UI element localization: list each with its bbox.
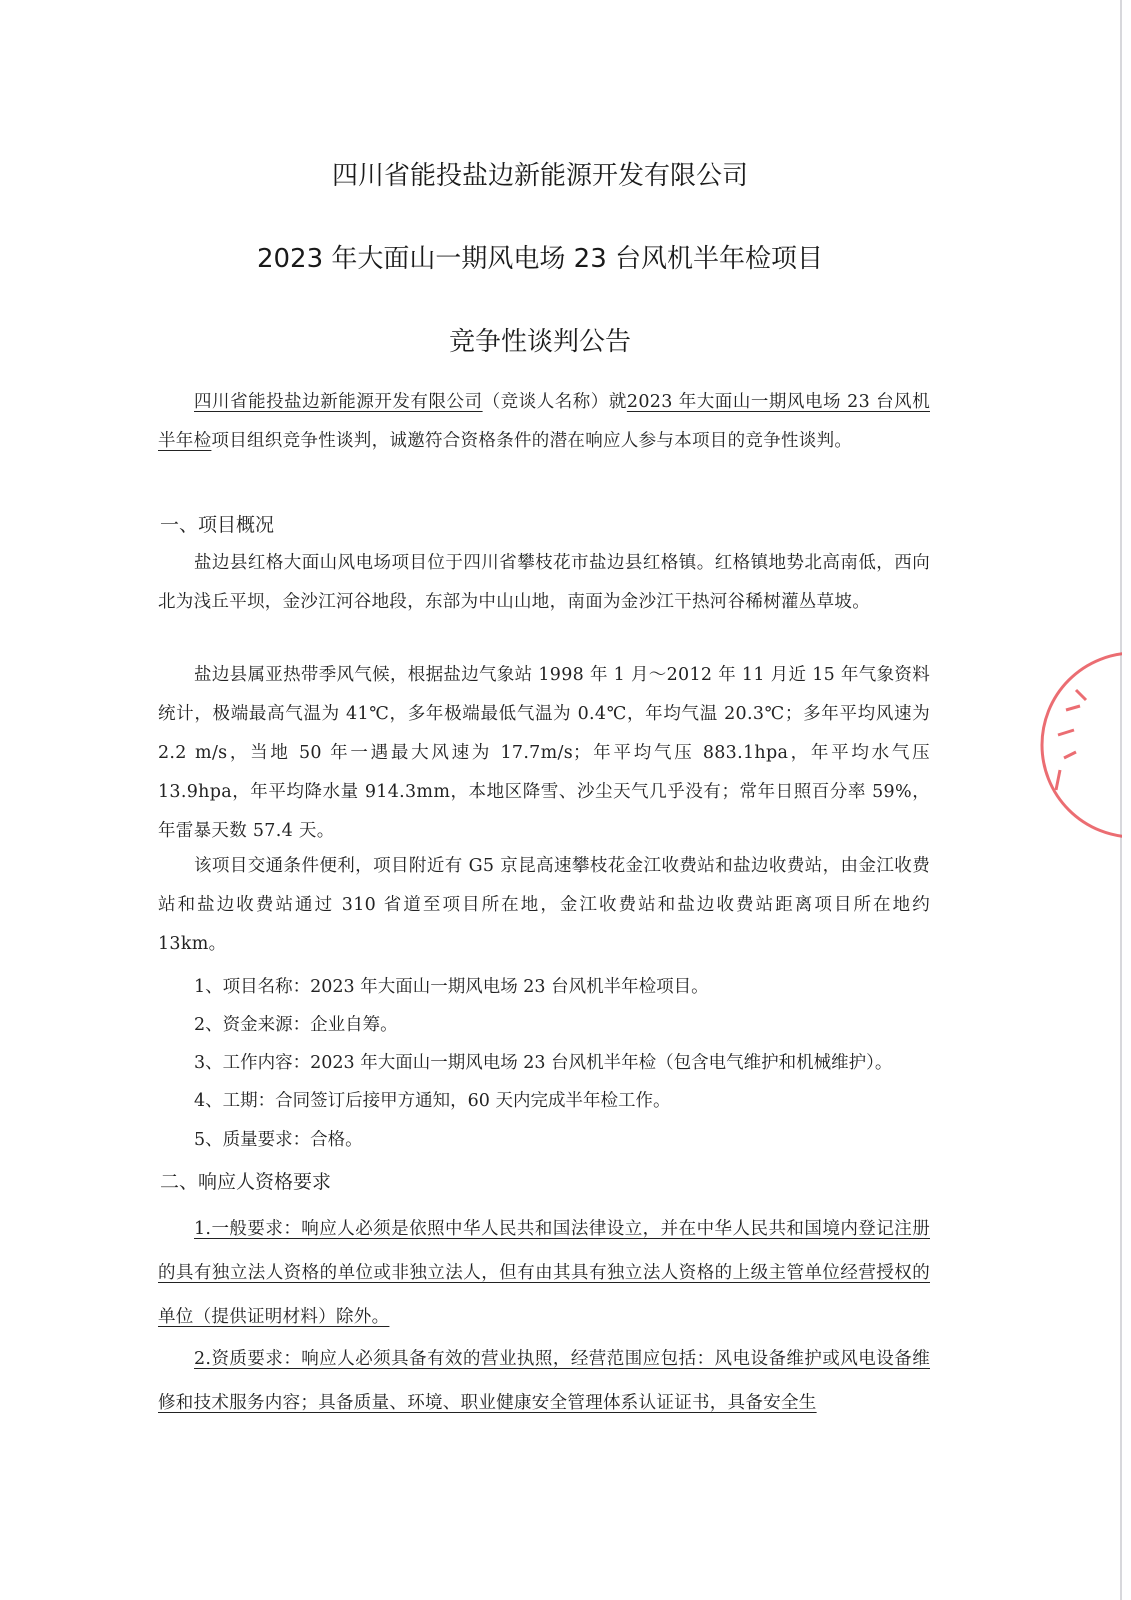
traffic-paragraph: 该项目交通条件便利，项目附近有 G5 京昆高速攀枝花金江收费站和盐边收费站，由金江收费站和盐边收费站通过 310 省道至项目所在地，金江收费站和盐边收费站距离项目所在地约 13km。 <box>158 856 930 954</box>
item-project-name: 1、项目名称：2023 年大面山一期风电场 23 台风机半年检项目。 <box>194 977 709 997</box>
item-duration: 4、工期：合同签订后接甲方通知，60 天内完成半年检工作。 <box>194 1091 671 1111</box>
notice-title: 竞争性谈判公告 <box>448 327 631 357</box>
org-name: 四川省能投盐边新能源开发有限公司 <box>194 392 483 412</box>
intro-text-rest: 项目组织竞争性谈判，诚邀符合资格条件的潜在响应人参与本项目的竞争性谈判。 <box>211 431 853 451</box>
seal-lettering <box>1056 690 1086 790</box>
item-funding: 2、资金来源：企业自筹。 <box>194 1015 398 1035</box>
climate-paragraph: 盐边县属亚热带季风气候，根据盐边气象站 1998 年 1 月～2012 年 11 月近 15 年气象资料统计，极端最高气温为 41℃，多年极端最低气温为 0.4℃，年均气温 20.3℃；多年平均风速为 2.2 m/s，当地 50 年一遇最大风速为 17.7m/s；年平均气压 883.1hpa，年平均水气压 13.9hpa，年平均降水量 914.3mm，本地区降雪、沙尘天气几乎没有；常年日照百分率 59%，年雷暴天数 57.4 天。 <box>158 665 930 841</box>
seal-ring <box>1042 653 1122 837</box>
overview-paragraph: 盐边县红格大面山风电场项目位于四川省攀枝花市盐边县红格镇。红格镇地势北高南低，西向北为浅丘平坝，金沙江河谷地段，东部为中山山地，南面为金沙江干热河谷稀树灌丛草坡。 <box>158 553 930 612</box>
section-1-heading: 一、项目概况 <box>160 514 275 536</box>
project-title: 2023 年大面山一期风电场 23 台风机半年检项目 <box>256 244 824 274</box>
intro-paragraph <box>158 383 930 461</box>
qualification-requirement: 2.资质要求：响应人必须具备有效的营业执照，经营范围应包括：风电设备维护或风电设备维修和技术服务内容；具备质量、环境、职业健康安全管理体系认证证书，具备安全生 <box>158 1349 930 1413</box>
general-requirement: 1.一般要求：响应人必须是依照中华人民共和国法律设立，并在中华人民共和国境内登记注册的具有独立法人资格的单位或非独立法人，但有由其具有独立法人资格的上级主管单位经营授权的单位（提供证明材料）除外。 <box>158 1219 930 1327</box>
company-seal <box>1036 640 1122 850</box>
project-name: 2023 年大面山一期风电场 23 台风机半年检 <box>158 392 930 451</box>
item-work-content: 3、工作内容：2023 年大面山一期风电场 23 台风机半年检（包含电气维护和机械维护）。 <box>194 1053 893 1073</box>
intro-text: （竞谈人名称）就 <box>482 392 627 412</box>
section-2-heading: 二、响应人资格要求 <box>160 1171 332 1193</box>
item-quality: 5、质量要求：合格。 <box>194 1130 363 1150</box>
company-title: 四川省能投盐边新能源开发有限公司 <box>331 161 748 191</box>
